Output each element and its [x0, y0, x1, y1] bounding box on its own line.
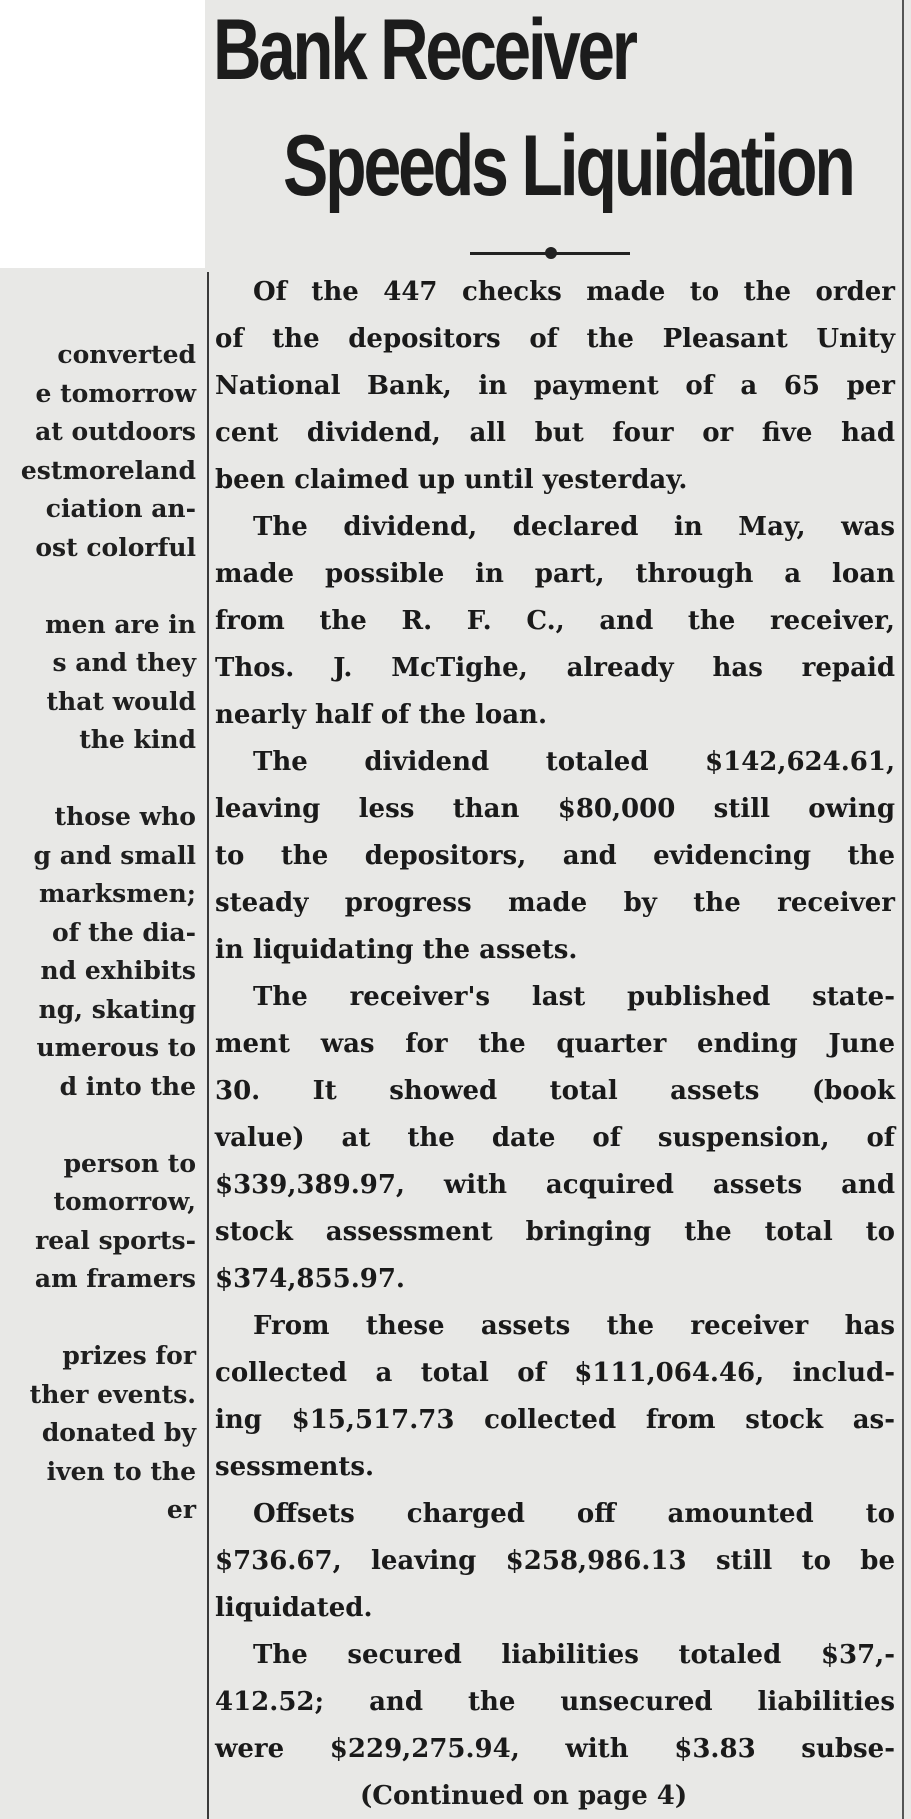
article-line: ing $15,517.73 collected from stock as-: [215, 1405, 895, 1435]
article-line: ment was for the quarter ending June: [215, 1029, 895, 1059]
article-line: 412.52; and the unsecured liabilities: [215, 1687, 895, 1717]
article-line: $736.67, leaving $258,986.13 still to be: [215, 1546, 895, 1576]
article-line: The dividend, declared in May, was: [253, 512, 895, 542]
article-line: made possible in part, through a loan: [215, 559, 895, 589]
headline-line-1: Bank Receiver: [213, 2, 635, 98]
left-column-line: the kind: [79, 725, 196, 754]
article-line: Thos. J. McTighe, already has repaid: [215, 653, 895, 683]
article-line: to the depositors, and evidencing the: [215, 841, 895, 871]
headline-line-2: Speeds Liquidation: [283, 118, 853, 214]
article-line: Offsets charged off amounted to: [253, 1499, 895, 1529]
left-column-line: ost colorful: [35, 532, 196, 562]
article-line: value) at the date of suspension, of: [215, 1123, 895, 1153]
article-line: were $229,275.94, with $3.83 subse-: [215, 1734, 895, 1764]
left-column-line: umerous to: [36, 1033, 196, 1062]
article-line: nearly half of the loan.: [215, 700, 547, 730]
continued-notice: (Continued on page 4): [360, 1781, 688, 1811]
left-column-line: ng, skating: [38, 994, 196, 1024]
left-column-line: of the dia-: [51, 917, 196, 947]
article-line: sessments.: [215, 1452, 375, 1482]
article-line: collected a total of $111,064.46, includ-: [215, 1358, 895, 1388]
left-column-line: ther events.: [29, 1379, 196, 1409]
article-line: The secured liabilities totaled $37,-: [253, 1640, 895, 1670]
left-column-line: real sports-: [35, 1225, 196, 1255]
article-line: cent dividend, all but four or five had: [215, 418, 895, 448]
article-line: Of the 447 checks made to the order: [253, 277, 895, 307]
blank-margin: [0, 0, 205, 268]
article-line: $374,855.97.: [215, 1264, 405, 1294]
left-column-line: at outdoors: [35, 417, 196, 446]
article-line: liquidated.: [215, 1593, 373, 1623]
article-line: The receiver's last published state-: [253, 982, 895, 1012]
left-column-line: estmoreland: [20, 455, 196, 485]
left-column-line: d into the: [59, 1071, 196, 1101]
left-column-line: tomorrow,: [53, 1187, 196, 1216]
left-column-line: e tomorrow: [35, 378, 196, 408]
article-line: in liquidating the assets.: [215, 935, 578, 965]
left-column-line: g and small: [33, 840, 196, 870]
left-column-line: er: [166, 1495, 196, 1524]
article-line: steady progress made by the receiver: [215, 888, 895, 918]
left-column-line: prizes for: [62, 1341, 196, 1370]
article-line: 30. It showed total assets (book: [215, 1076, 895, 1106]
left-column-line: person to: [63, 1148, 196, 1178]
article-line: been claimed up until yesterday.: [215, 465, 688, 495]
article-line: National Bank, in payment of a 65 per: [215, 371, 895, 401]
left-column-line: iven to the: [46, 1456, 196, 1486]
left-column-line: marksmen;: [39, 879, 196, 908]
left-column-line: am framers: [34, 1264, 196, 1293]
left-column-line: men are in: [45, 609, 196, 639]
left-column-line: that would: [46, 686, 196, 716]
right-column-rule: [902, 0, 904, 1819]
left-column-line: donated by: [41, 1418, 196, 1447]
article-line: The dividend totaled $142,624.61,: [253, 747, 895, 777]
left-column-line: ciation an-: [45, 494, 196, 523]
left-column-line: converted: [57, 340, 196, 369]
article-line: $339,389.97, with acquired assets and: [215, 1170, 895, 1200]
left-column-line: s and they: [52, 648, 196, 677]
left-column-line: those who: [54, 802, 196, 831]
article-line: of the depositors of the Pleasant Unity: [215, 324, 895, 354]
article-line: from the R. F. C., and the receiver,: [215, 606, 895, 636]
article-line: leaving less than $80,000 still owing: [215, 794, 895, 824]
left-column-line: nd exhibits: [40, 956, 196, 985]
article-line: stock assessment bringing the total to: [215, 1217, 895, 1247]
article-line: From these assets the receiver has: [253, 1311, 895, 1341]
column-rule: [207, 272, 209, 1819]
headline-dash-dot: [545, 247, 557, 259]
